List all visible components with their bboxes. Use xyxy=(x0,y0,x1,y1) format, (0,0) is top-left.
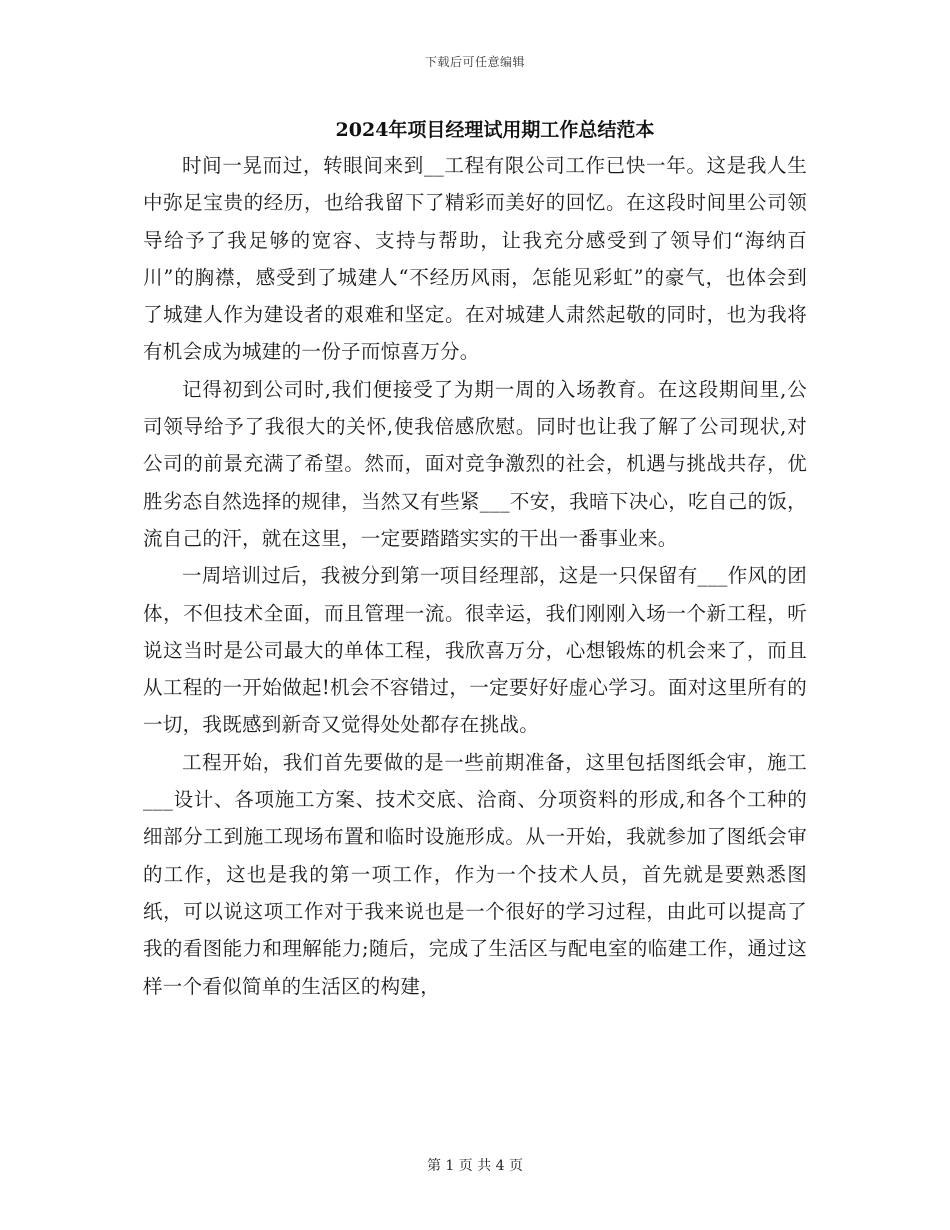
document-body xyxy=(143,147,807,1005)
page-number: 第 1 页 共 4 页 xyxy=(426,1158,524,1174)
document-title: 2024年项目经理试用期工作总结范本 xyxy=(335,119,655,141)
paragraph: 时间一晃而过，转眼间来到__工程有限公司工作已快一年。这是我人生中弥足宝贵的经历，也给我留下了精彩而美好的回忆。在这段时间里公司领导给予了我足够的宽容、支持与帮助，让我充分感受到了领导们“海纳百川”的胸襟，感受到了城建人“不经历风雨，怎能见彩虹”的豪气，也体会到了城建人作为建设者的艰难和坚定。在对城建人肃然起敬的同时，也为我将有机会成为城建的一份子而惊喜万分。 xyxy=(143,154,807,364)
download-editable-note: 下载后可任意编辑 xyxy=(424,55,525,69)
paragraph: 工程开始，我们首先要做的是一些前期准备，这里包括图纸会审，施工___设计、各项施工方案、技术交底、洽商、分项资料的形成,和各个工种的细部分工到施工现场布置和临时设施形成。从一开始，我就参加了图纸会审的工作，这也是我的第一项工作，作为一个技术人员，首先就是要熟悉图纸，可以说这项工作对于我来说也是一个很好的学习过程，由此可以提高了我的看图能力和理解能力;随后，完成了生活区与配电室的临建工作，通过这样一个看似简单的生活区的构建， xyxy=(143,750,807,998)
paragraph: 记得初到公司时,我们便接受了为期一周的入场教育。在这段期间里,公司领导给予了我很大的关怀,使我倍感欣慰。同时也让我了解了公司现状,对公司的前景充满了希望。然而，面对竞争激烈的社会，机遇与挑战共存，优胜劣态自然选择的规律，当然又有些紧___不安，我暗下决心，吃自己的饭，流自己的汗，就在这里，一定要踏踏实实的干出一番事业来。 xyxy=(143,377,807,550)
paragraph: 一周培训过后，我被分到第一项目经理部，这是一只保留有___作风的团体，不但技术全面，而且管理一流。很幸运，我们刚刚入场一个新工程，听说这当时是公司最大的单体工程，我欣喜万分，心想锻炼的机会来了，而且从工程的一开始做起!机会不容错过，一定要好好虚心学习。面对这里所有的一切，我既感到新奇又觉得处处都存在挑战。 xyxy=(143,564,807,737)
